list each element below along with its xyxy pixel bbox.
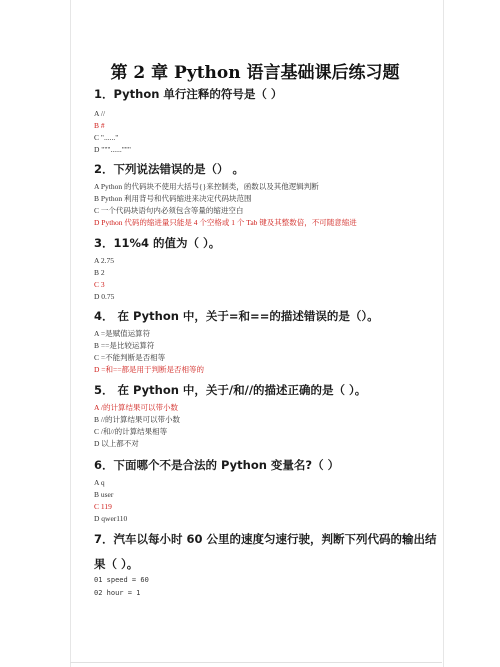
question-2-option-c: C 一个代码块语句内必须包含等量的缩进空白 bbox=[94, 206, 244, 215]
question-6: 6．下面哪个不是合法的 Python 变量名?（ ） bbox=[94, 458, 340, 472]
question-2-option-d: D Python 代码的缩进量只能是 4 个空格或 1 个 Tab 键及其整数倍，不可随意缩进 bbox=[94, 218, 357, 227]
question-3-option-a: A 2.75 bbox=[94, 256, 115, 265]
question-5-option-b: B //的计算结果可以带小数 bbox=[94, 415, 181, 424]
question-4-option-c: C =不能判断是否相等 bbox=[94, 353, 166, 362]
question-2-option-a: A Python 的代码块不使用大括号{}来控制类，函数以及其他逻辑判断 bbox=[94, 182, 319, 191]
question-4-option-a: A =是赋值运算符 bbox=[94, 329, 151, 338]
question-6-option-c: C 119 bbox=[94, 502, 112, 511]
question-5: 5． 在 Python 中，关于/和//的描述正确的是（ ）。 bbox=[94, 383, 367, 397]
question-1-option-d: D """......""" bbox=[94, 145, 131, 154]
question-1: 1．Python 单行注释的符号是（ ） bbox=[94, 87, 283, 101]
question-5-option-c: C /和//的计算结果相等 bbox=[94, 427, 168, 436]
question-3-option-d: D 0.75 bbox=[94, 292, 115, 301]
page-title: 第 2 章 Python 语言基础课后练习题 bbox=[110, 63, 400, 83]
question-4: 4． 在 Python 中，关于=和==的描述错误的是（）。 bbox=[94, 309, 379, 323]
question-6-option-d: D qwer110 bbox=[94, 514, 128, 523]
code-line-2: 02 hour = 1 bbox=[94, 589, 141, 597]
question-6-option-b: B user bbox=[94, 490, 114, 499]
question-1-option-b: B # bbox=[94, 121, 105, 130]
question-3-option-c: C 3 bbox=[94, 280, 105, 289]
code-line-1: 01 speed = 60 bbox=[94, 576, 149, 584]
question-3-option-b: B 2 bbox=[94, 268, 105, 277]
question-1-option-c: C "......" bbox=[94, 133, 119, 142]
question-4-option-d: D =和==都是用于判断是否相等的 bbox=[94, 365, 204, 374]
question-6-option-a: A q bbox=[94, 478, 105, 487]
question-5-option-d: D 以上都不对 bbox=[94, 439, 139, 448]
question-5-option-a: A /的计算结果可以带小数 bbox=[94, 403, 178, 412]
question-2: 2．下列说法错误的是（） 。 bbox=[94, 162, 245, 176]
question-4-option-b: B ==是比较运算符 bbox=[94, 341, 155, 350]
question-2-option-b: B Python 利用背号和代码缩进来决定代码块范围 bbox=[94, 194, 252, 203]
question-1-option-a: A // bbox=[94, 109, 106, 118]
question-7-line-2: 果（ ）。 bbox=[94, 557, 139, 571]
question-3: 3．11%4 的值为（ ）。 bbox=[94, 236, 221, 250]
page-bottom-divider bbox=[70, 662, 442, 663]
question-7-line-1: 7．汽车以每小时 60 公里的速度匀速行驶，判断下列代码的输出结 bbox=[94, 532, 437, 546]
